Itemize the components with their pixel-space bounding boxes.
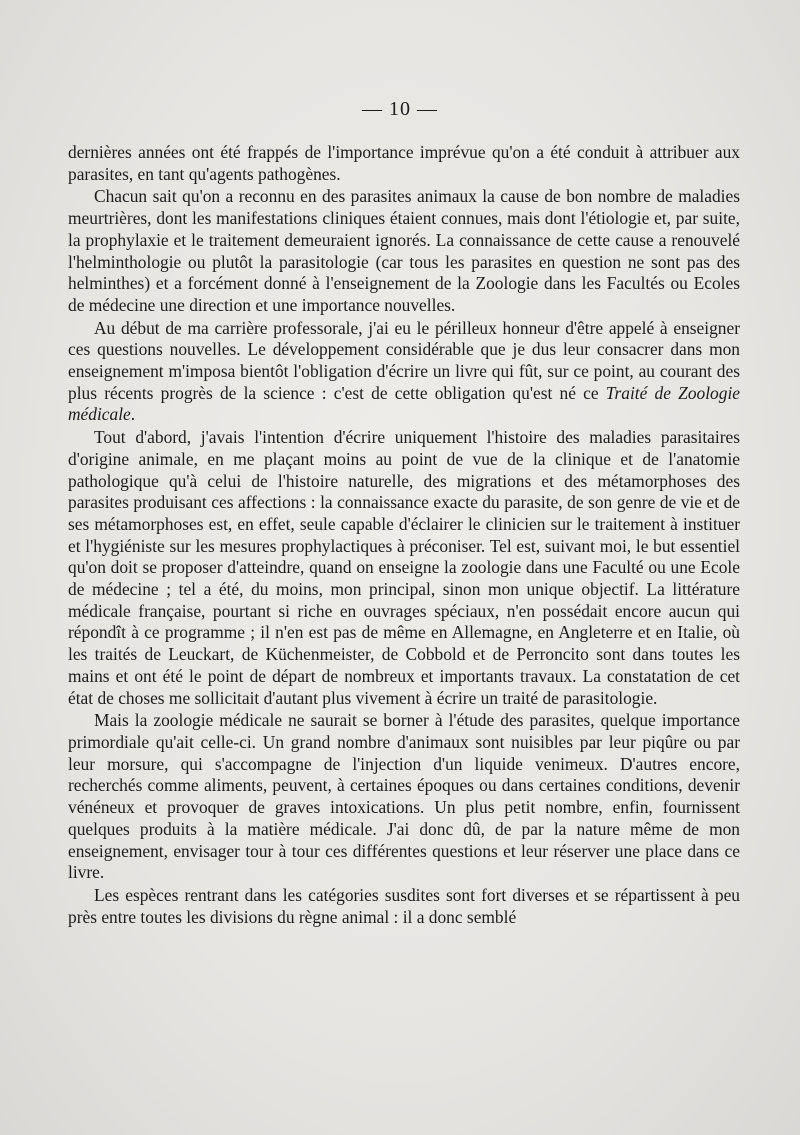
page-number: — 10 — (362, 98, 438, 120)
body-text (68, 142, 740, 928)
paragraph: Les espèces rentrant dans les catégories susdites sont fort diverses et se répartissent à peu près entre toutes les divisions du règne animal : il a donc semblé (68, 884, 740, 927)
paragraph: Tout d'abord, j'avais l'intention d'écrire uniquement l'histoire des maladies parasitaires d'origine animale, en me plaçant moins au point de vue de la clinique et de l'anatomie pathologique qu'à celui de l'histoire naturelle, des migrations et des métamorphoses des parasites produisant ces affections : la connaissance exacte du parasite, de son genre de vie et de ses métamorphoses est, en effet, seule capable d'éclairer le clinicien sur le traitement à instituer et l'hygiéniste sur les mesures prophylactiques à préconiser. Tel est, suivant moi, le but essentiel qu'on doit se proposer d'atteindre, quand on enseigne la zoologie dans une Faculté ou une Ecole de médecine ; tel a été, du moins, mon principal, sinon mon unique objectif. La littérature médicale française, pourtant si riche en ouvrages spéciaux, n'en possédait encore aucun qui répondît à ce programme ; il n'en est pas de même en Allemagne, en Angleterre et en Italie, où les traités de Leuckart, de Küchenmeister, de Cobbold et de Perroncito sont dans toutes les mains et ont été le point de départ de nombreux et importants travaux. La constatation de cet état de choses me sollicitait d'autant plus vivement à écrire un traité de parasitologie. (68, 427, 740, 708)
paragraph-text: . (130, 404, 136, 425)
paragraph: Chacun sait qu'on a reconnu en des parasites animaux la cause de bon nombre de maladies meurtrières, dont les manifestations cliniques étaient connues, mais dont l'étiologie et, par suite, la prophylaxie et le traitement demeuraient ignorés. La connaissance de cette cause a renouvelé l'helminthologie ou plutôt la parasitologie (car tous les parasites en question ne sont pas des helminthes) et a forcément donné à l'enseignement de la Zoologie dans les Facultés ou Ecoles de médecine une direction et une importance nouvelles. (68, 186, 740, 315)
paragraph: Mais la zoologie médicale ne saurait se borner à l'étude des parasites, quelque importance primordiale qu'ait celle-ci. Un grand nombre d'animaux sont nuisibles par leur piqûre ou par leur morsure, qui s'accompagne de l'injection d'un liquide venimeux. D'autres encore, recherchés comme aliments, peuvent, à certaines époques ou dans certaines conditions, devenir vénéneux et provoquer de graves intoxications. Un plus petit nombre, enfin, fournissent quelques produits à la matière médicale. J'ai donc dû, de par la nature même de mon enseignement, envisager tour à tour ces différentes questions et leur réserver une place dans ce livre. (68, 710, 740, 883)
paragraph: dernières années ont été frappés de l'importance imprévue qu'on a été conduit à attribuer aux parasites, en tant qu'agents pathogènes. (68, 142, 740, 184)
paragraph (68, 318, 740, 427)
paragraph-text: Au début de ma carrière professorale, j'ai eu le périlleux honneur d'être appelé à enseigner ces questions nouvelles. Le développement considérable que je dus leur consacrer dans mon enseignement m'imposa bientôt l'obligation d'écrire un livre qui fût, sur ce point, au courant des plus récents progrès de la science : c'est de cette obligation qu'est né ce (68, 317, 740, 403)
book-title: Traité de Zoologie médicale (68, 382, 740, 425)
